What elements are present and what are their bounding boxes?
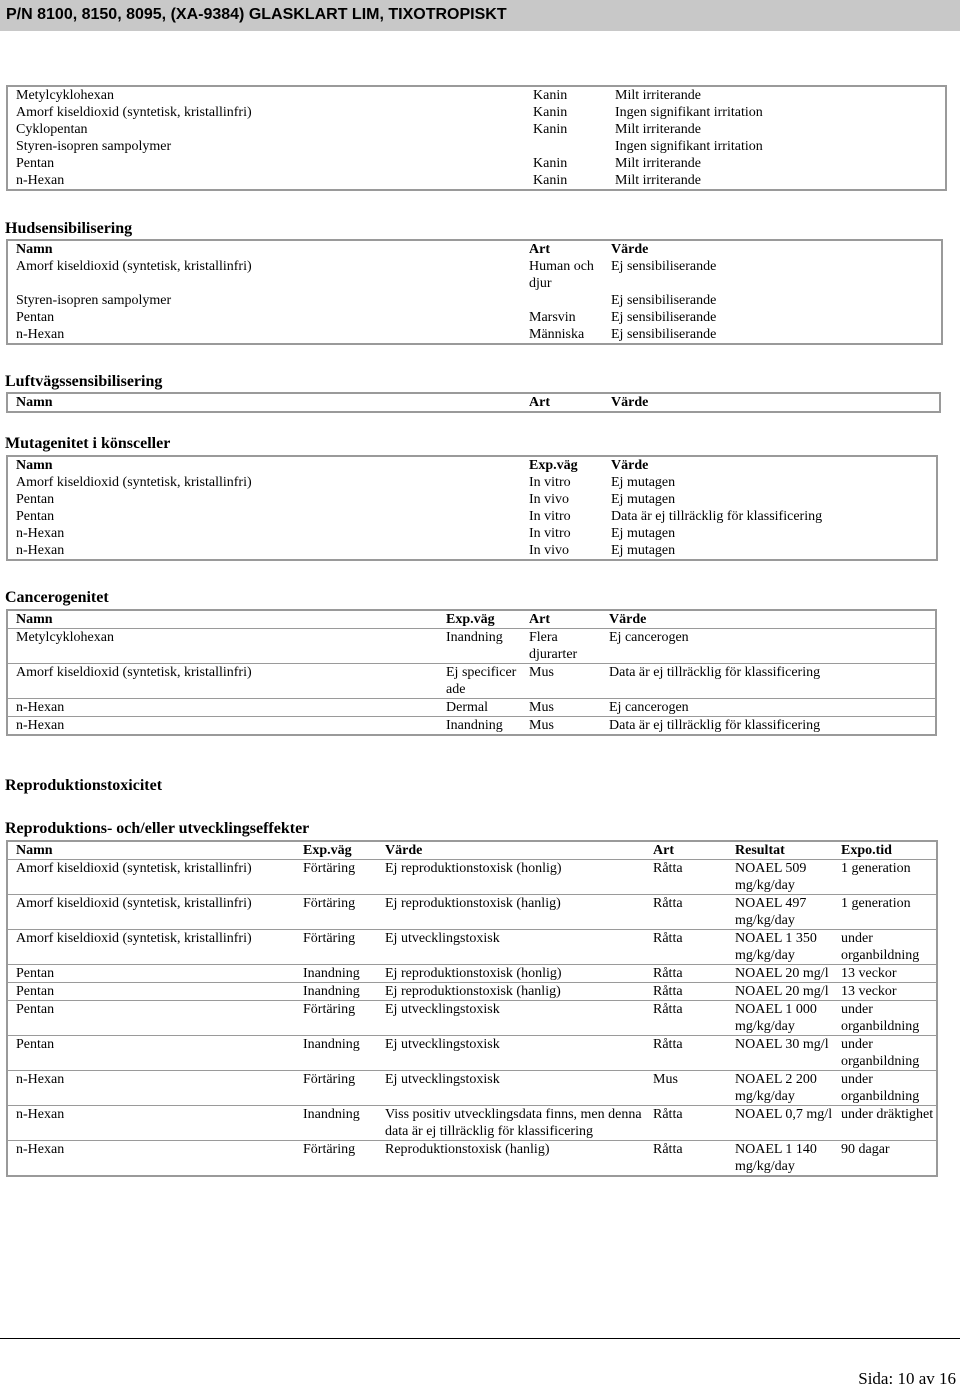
table-cell: under organbildning [833,1036,937,1071]
mutagenicity-header [7,456,937,474]
carcinogenicity-body [7,629,936,736]
column-header: Namn [16,242,53,257]
table-cell: Råtta [645,1141,727,1177]
table-cell: In vivo [529,543,570,558]
table-row [7,121,946,138]
table-cell: Kanin [533,156,568,171]
column-header: Exp.väg [446,612,495,627]
table-row [7,155,946,172]
table-cell: Inandning [438,717,521,736]
table-cell: Viss positiv utvecklingsdata finns, men denna data är ej tillräcklig för klassificering [377,1106,645,1141]
table-row [7,138,946,155]
carcinogenicity-table [6,609,937,736]
table-row [7,326,942,344]
table-cell [525,138,607,155]
table-cell: Data är ej tillräcklig för klassificering [611,509,823,524]
table-row [7,1141,937,1177]
document-header [0,0,960,31]
table-cell: Förtäring [295,1141,377,1177]
table-cell: Råtta [645,1001,727,1036]
table-cell: Amorf kiseldioxid (syntetisk, kristallinfri) [7,930,295,965]
reproductive-subtitle: Reproduktions- och/eller utvecklingseffekter [5,820,310,837]
table-row [7,983,937,1001]
table-cell: Kanin [533,173,568,188]
table-cell: 1 generation [833,895,937,930]
table-cell: Kanin [533,105,568,120]
table-cell: 1 generation [833,860,937,895]
table-row [7,1106,937,1141]
column-header: Värde [385,843,423,858]
column-header: Art [529,612,550,627]
table-cell: Råtta [645,1036,727,1071]
table-cell: under organbildning [833,1071,937,1106]
table-row [7,664,936,699]
column-header: Expo.tid [841,843,892,858]
table-row [7,629,936,664]
table-cell: Förtäring [295,930,377,965]
table-cell: Ej reproduktionstoxisk (hanlig) [377,895,645,930]
mutagenicity-body [7,474,937,560]
table-row [7,699,936,717]
table-row [7,860,937,895]
carcinogenicity-header [7,610,936,629]
irritation-table-body [7,86,946,190]
table-cell: NOAEL 497 mg/kg/day [727,895,833,930]
table-cell: n-Hexan [7,1071,295,1106]
table-cell: Flera djurarter [521,629,601,664]
table-cell: Pentan [16,156,55,171]
table-cell: Dermal [438,699,521,717]
skin-sensitization-body [7,258,942,344]
table-cell: Inandning [295,1036,377,1071]
table-cell: Kanin [533,88,568,103]
table-row [7,1071,937,1106]
table-cell: Råtta [645,930,727,965]
respiratory-sensitization-table [6,392,941,413]
table-cell: Råtta [645,1106,727,1141]
table-cell: under organbildning [833,1001,937,1036]
table-cell: n-Hexan [7,1141,295,1177]
table-cell: Ej utvecklingstoxisk [377,930,645,965]
column-header: Värde [611,458,649,473]
table-row [7,525,937,542]
table-cell: Ej mutagen [611,526,676,541]
table-cell: Ingen signifikant irritation [615,139,763,154]
table-cell: Råtta [645,895,727,930]
reproductive-body [7,860,937,1177]
reproductive-header [7,841,937,860]
table-cell: Amorf kiseldioxid (syntetisk, kristallinfri) [16,105,252,120]
table-cell: In vitro [529,509,571,524]
skin-sensitization-table [6,239,943,345]
table-cell: Ej sensibiliserande [611,310,717,325]
table-cell: In vivo [529,492,570,507]
table-cell: Ej specificer ade [438,664,521,699]
table-cell: n-Hexan [7,1106,295,1141]
table-header-row [7,841,937,860]
table-cell: Mus [521,699,601,717]
table-cell: Pentan [7,1001,295,1036]
table-cell: In vitro [529,526,571,541]
table-row [7,292,942,309]
footer-rule [0,1338,960,1339]
table-cell: Ej mutagen [611,543,676,558]
irritation-table [6,85,947,191]
table-cell: Ej mutagen [611,492,676,507]
table-cell: Råtta [645,983,727,1001]
table-cell: Data är ej tillräcklig för klassificering [601,717,936,736]
table-cell: NOAEL 2 200 mg/kg/day [727,1071,833,1106]
table-cell: Mus [645,1071,727,1106]
column-header: Exp.väg [303,843,352,858]
table-cell: Styren-isopren sampolymer [16,139,172,154]
table-cell: Amorf kiseldioxid (syntetisk, kristallinfri) [7,664,438,699]
table-cell: Ej reproduktionstoxisk (honlig) [377,965,645,983]
column-header: Namn [16,458,53,473]
table-row [7,491,937,508]
table-cell: Human och djur [529,259,594,291]
table-cell: n-Hexan [7,717,438,736]
column-header: Art [529,242,550,257]
table-cell: NOAEL 1 350 mg/kg/day [727,930,833,965]
table-row [7,86,946,104]
table-cell: n-Hexan [7,699,438,717]
column-header: Exp.väg [529,458,578,473]
table-cell: Pentan [16,492,55,507]
table-row [7,965,937,983]
carcinogenicity-title: Cancerogenitet [5,589,109,606]
table-cell: Ej reproduktionstoxisk (honlig) [377,860,645,895]
table-cell: Milt irriterande [615,122,701,137]
table-cell: Ej mutagen [611,475,676,490]
table-row [7,1036,937,1071]
table-cell: NOAEL 30 mg/l [727,1036,833,1071]
respiratory-sensitization-header [7,393,940,412]
table-cell: In vitro [529,475,571,490]
table-cell: Data är ej tillräcklig för klassificering [601,664,936,699]
table-cell: Mus [521,664,601,699]
table-cell: Amorf kiseldioxid (syntetisk, kristallinfri) [7,860,295,895]
table-cell: Människa [529,327,585,342]
column-header: Värde [611,242,649,257]
table-cell: n-Hexan [16,543,65,558]
table-row [7,172,946,190]
reproductive-table [6,840,938,1177]
table-cell: NOAEL 1 140 mg/kg/day [727,1141,833,1177]
table-cell: Ej reproduktionstoxisk (hanlig) [377,983,645,1001]
table-cell: Inandning [295,965,377,983]
column-header: Värde [611,395,649,410]
table-row [7,717,936,736]
column-header: Namn [16,843,53,858]
table-cell: Reproduktionstoxisk (hanlig) [377,1141,645,1177]
table-cell: Amorf kiseldioxid (syntetisk, kristallinfri) [7,895,295,930]
table-header-row [7,456,937,474]
table-cell: Pentan [16,509,55,524]
column-header: Art [653,843,674,858]
table-cell: n-Hexan [16,327,65,342]
column-header: Resultat [735,843,785,858]
table-row [7,508,937,525]
table-row [7,474,937,491]
table-cell: 13 veckor [833,983,937,1001]
table-row [7,542,937,560]
table-row [7,1001,937,1036]
table-cell: 90 dagar [833,1141,937,1177]
page-number: Sida: 10 av 16 [858,1369,956,1388]
table-cell: n-Hexan [16,526,65,541]
table-cell: Råtta [645,965,727,983]
table-cell: Metylcyklohexan [16,88,114,103]
column-header: Namn [16,612,53,627]
table-cell: NOAEL 20 mg/l [727,965,833,983]
table-cell: Inandning [295,1106,377,1141]
table-row [7,895,937,930]
table-cell: Pentan [7,983,295,1001]
table-cell: Amorf kiseldioxid (syntetisk, kristallinfri) [16,259,252,274]
table-cell: Förtäring [295,895,377,930]
table-cell: Inandning [438,629,521,664]
column-header: Art [529,395,550,410]
table-cell [521,292,603,309]
table-row [7,930,937,965]
table-header-row [7,393,940,412]
table-cell: 13 veckor [833,965,937,983]
table-cell: Ej cancerogen [601,629,936,664]
table-cell: Ej sensibiliserande [611,259,717,274]
table-cell: Inandning [295,983,377,1001]
table-cell: Amorf kiseldioxid (syntetisk, kristallinfri) [16,475,252,490]
table-cell: Förtäring [295,1071,377,1106]
table-cell: Pentan [7,965,295,983]
table-cell: Råtta [645,860,727,895]
table-cell: Ingen signifikant irritation [615,105,763,120]
table-cell: Milt irriterande [615,88,701,103]
table-cell: Ej utvecklingstoxisk [377,1071,645,1106]
table-cell: Mus [521,717,601,736]
column-header: Namn [16,395,53,410]
column-header: Värde [609,612,647,627]
table-header-row [7,240,942,258]
table-cell: Ej sensibiliserande [611,293,717,308]
table-cell: n-Hexan [16,173,65,188]
table-cell: Ej utvecklingstoxisk [377,1001,645,1036]
table-cell: Milt irriterande [615,173,701,188]
respiratory-sensitization-title: Luftvägssensibilisering [5,373,163,390]
reproductive-title: Reproduktionstoxicitet [5,777,163,794]
table-cell: NOAEL 20 mg/l [727,983,833,1001]
table-cell: under dräktighet [833,1106,937,1141]
table-cell: Förtäring [295,860,377,895]
table-row [7,104,946,121]
table-cell: Styren-isopren sampolymer [16,293,172,308]
table-row [7,258,942,292]
table-cell: Ej sensibiliserande [611,327,717,342]
table-cell: Förtäring [295,1001,377,1036]
table-cell: NOAEL 1 000 mg/kg/day [727,1001,833,1036]
mutagenicity-table [6,455,938,561]
table-cell: Pentan [7,1036,295,1071]
table-row [7,309,942,326]
table-cell: Metylcyklohexan [7,629,438,664]
table-header-row [7,610,936,629]
table-cell: Pentan [16,310,55,325]
table-cell: Marsvin [529,310,576,325]
table-cell: NOAEL 0,7 mg/l [727,1106,833,1141]
mutagenicity-title: Mutagenitet i könsceller [5,435,171,452]
table-cell: Ej cancerogen [601,699,936,717]
table-cell: Cyklopentan [16,122,88,137]
skin-sensitization-header [7,240,942,258]
skin-sensitization-title: Hudsensibilisering [5,220,133,237]
table-cell: under organbildning [833,930,937,965]
document-title: P/N 8100, 8150, 8095, (XA-9384) GLASKLART LIM, TIXOTROPISKT [6,6,507,23]
table-cell: Kanin [533,122,568,137]
table-cell: Ej utvecklingstoxisk [377,1036,645,1071]
table-cell: Milt irriterande [615,156,701,171]
table-cell: NOAEL 509 mg/kg/day [727,860,833,895]
